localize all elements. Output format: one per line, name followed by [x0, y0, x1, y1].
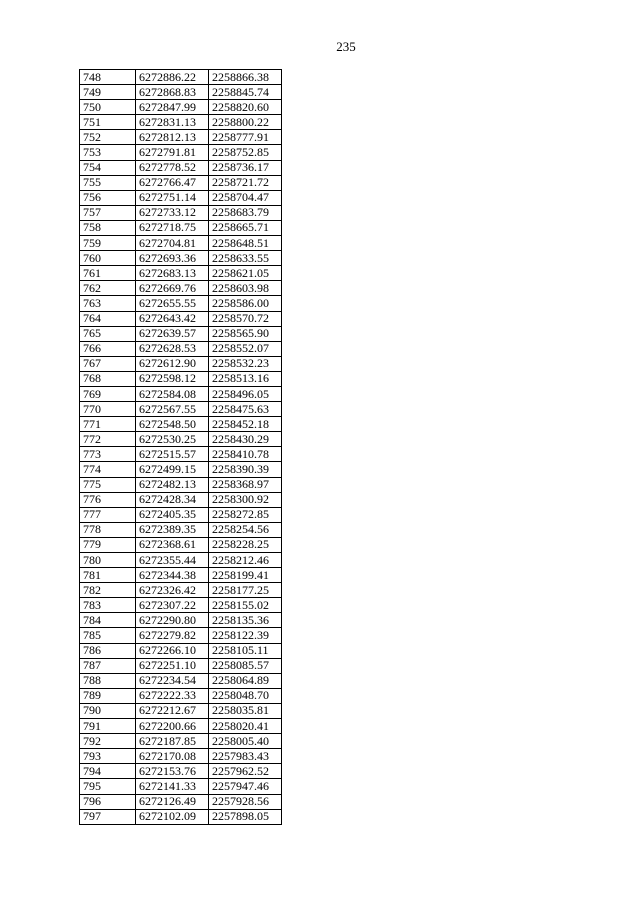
point-number-cell: 771 [80, 417, 136, 432]
table-row [80, 326, 282, 341]
point-number-cell: 781 [80, 568, 136, 583]
point-number-cell: 780 [80, 553, 136, 568]
x-coordinate-cell: 6272584.08 [136, 386, 209, 401]
y-coordinate-cell: 2258820.60 [209, 100, 282, 115]
x-coordinate-cell: 6272170.08 [136, 749, 209, 764]
point-number-cell: 761 [80, 266, 136, 281]
table-row [80, 809, 282, 824]
x-coordinate-cell: 6272405.35 [136, 507, 209, 522]
x-coordinate-cell: 6272612.90 [136, 356, 209, 371]
point-number-cell: 779 [80, 537, 136, 552]
page-number: 235 [336, 39, 356, 54]
table-row [80, 417, 282, 432]
y-coordinate-cell: 2258155.02 [209, 598, 282, 613]
x-coordinate-cell: 6272251.10 [136, 658, 209, 673]
y-coordinate-cell: 2258035.81 [209, 703, 282, 718]
x-coordinate-cell: 6272482.13 [136, 477, 209, 492]
table-row [80, 281, 282, 296]
point-number-cell: 793 [80, 749, 136, 764]
x-coordinate-cell: 6272428.34 [136, 492, 209, 507]
table-row [80, 764, 282, 779]
y-coordinate-cell: 2258048.70 [209, 688, 282, 703]
point-number-cell: 792 [80, 734, 136, 749]
table-row [80, 70, 282, 85]
point-number-cell: 776 [80, 492, 136, 507]
x-coordinate-cell: 6272812.13 [136, 130, 209, 145]
table-row [80, 341, 282, 356]
y-coordinate-cell: 2257928.56 [209, 794, 282, 809]
point-number-cell: 797 [80, 809, 136, 824]
x-coordinate-cell: 6272530.25 [136, 432, 209, 447]
x-coordinate-cell: 6272598.12 [136, 371, 209, 386]
y-coordinate-cell: 2258452.18 [209, 417, 282, 432]
x-coordinate-cell: 6272153.76 [136, 764, 209, 779]
point-number-cell: 756 [80, 190, 136, 205]
y-coordinate-cell: 2258777.91 [209, 130, 282, 145]
table-row [80, 553, 282, 568]
point-number-cell: 762 [80, 281, 136, 296]
table-row [80, 190, 282, 205]
x-coordinate-cell: 6272307.22 [136, 598, 209, 613]
table-row [80, 371, 282, 386]
x-coordinate-cell: 6272355.44 [136, 553, 209, 568]
x-coordinate-cell: 6272778.52 [136, 160, 209, 175]
x-coordinate-cell: 6272886.22 [136, 70, 209, 85]
point-number-cell: 783 [80, 598, 136, 613]
table-row [80, 477, 282, 492]
x-coordinate-cell: 6272290.80 [136, 613, 209, 628]
table-row [80, 402, 282, 417]
point-number-cell: 791 [80, 719, 136, 734]
y-coordinate-cell: 2258122.39 [209, 628, 282, 643]
table-row [80, 236, 282, 251]
table-row [80, 251, 282, 266]
x-coordinate-cell: 6272368.61 [136, 537, 209, 552]
x-coordinate-cell: 6272567.55 [136, 402, 209, 417]
y-coordinate-cell: 2258005.40 [209, 734, 282, 749]
table-row [80, 703, 282, 718]
x-coordinate-cell: 6272279.82 [136, 628, 209, 643]
x-coordinate-cell: 6272704.81 [136, 236, 209, 251]
y-coordinate-cell: 2258020.41 [209, 719, 282, 734]
y-coordinate-cell: 2258390.39 [209, 462, 282, 477]
y-coordinate-cell: 2258721.72 [209, 175, 282, 190]
y-coordinate-cell: 2258475.63 [209, 402, 282, 417]
x-coordinate-cell: 6272200.66 [136, 719, 209, 734]
point-number-cell: 786 [80, 643, 136, 658]
point-number-cell: 760 [80, 251, 136, 266]
y-coordinate-cell: 2258300.92 [209, 492, 282, 507]
point-number-cell: 789 [80, 688, 136, 703]
table-row [80, 205, 282, 220]
point-number-cell: 785 [80, 628, 136, 643]
y-coordinate-cell: 2258586.00 [209, 296, 282, 311]
point-number-cell: 748 [80, 70, 136, 85]
x-coordinate-cell: 6272868.83 [136, 85, 209, 100]
x-coordinate-cell: 6272212.67 [136, 703, 209, 718]
point-number-cell: 768 [80, 371, 136, 386]
y-coordinate-cell: 2258085.57 [209, 658, 282, 673]
x-coordinate-cell: 6272628.53 [136, 341, 209, 356]
point-number-cell: 787 [80, 658, 136, 673]
table-row [80, 100, 282, 115]
y-coordinate-cell: 2258212.46 [209, 553, 282, 568]
x-coordinate-cell: 6272733.12 [136, 205, 209, 220]
table-row [80, 658, 282, 673]
point-number-cell: 784 [80, 613, 136, 628]
table-row [80, 613, 282, 628]
table-row [80, 85, 282, 100]
point-number-cell: 788 [80, 673, 136, 688]
y-coordinate-cell: 2258513.16 [209, 371, 282, 386]
x-coordinate-cell: 6272515.57 [136, 447, 209, 462]
y-coordinate-cell: 2258633.55 [209, 251, 282, 266]
table-row [80, 130, 282, 145]
point-number-cell: 790 [80, 703, 136, 718]
x-coordinate-cell: 6272222.33 [136, 688, 209, 703]
y-coordinate-cell: 2258621.05 [209, 266, 282, 281]
y-coordinate-cell: 2258135.36 [209, 613, 282, 628]
coordinates-table [79, 69, 282, 825]
point-number-cell: 749 [80, 85, 136, 100]
x-coordinate-cell: 6272847.99 [136, 100, 209, 115]
x-coordinate-cell: 6272831.13 [136, 115, 209, 130]
y-coordinate-cell: 2258648.51 [209, 236, 282, 251]
x-coordinate-cell: 6272683.13 [136, 266, 209, 281]
table-row [80, 266, 282, 281]
point-number-cell: 755 [80, 175, 136, 190]
y-coordinate-cell: 2258704.47 [209, 190, 282, 205]
point-number-cell: 766 [80, 341, 136, 356]
table-row [80, 447, 282, 462]
y-coordinate-cell: 2258228.25 [209, 537, 282, 552]
point-number-cell: 769 [80, 386, 136, 401]
y-coordinate-cell: 2258565.90 [209, 326, 282, 341]
y-coordinate-cell: 2258199.41 [209, 568, 282, 583]
x-coordinate-cell: 6272266.10 [136, 643, 209, 658]
x-coordinate-cell: 6272499.15 [136, 462, 209, 477]
x-coordinate-cell: 6272718.75 [136, 220, 209, 235]
table-row [80, 779, 282, 794]
y-coordinate-cell: 2258272.85 [209, 507, 282, 522]
x-coordinate-cell: 6272791.81 [136, 145, 209, 160]
point-number-cell: 751 [80, 115, 136, 130]
y-coordinate-cell: 2258064.89 [209, 673, 282, 688]
y-coordinate-cell: 2258603.98 [209, 281, 282, 296]
table-row [80, 643, 282, 658]
table-row [80, 583, 282, 598]
y-coordinate-cell: 2258552.07 [209, 341, 282, 356]
point-number-cell: 772 [80, 432, 136, 447]
table-row [80, 719, 282, 734]
table-row [80, 734, 282, 749]
point-number-cell: 796 [80, 794, 136, 809]
table-row [80, 462, 282, 477]
table-row [80, 311, 282, 326]
x-coordinate-cell: 6272548.50 [136, 417, 209, 432]
point-number-cell: 754 [80, 160, 136, 175]
x-coordinate-cell: 6272669.76 [136, 281, 209, 296]
table-row [80, 522, 282, 537]
y-coordinate-cell: 2258430.29 [209, 432, 282, 447]
table-row [80, 115, 282, 130]
x-coordinate-cell: 6272187.85 [136, 734, 209, 749]
point-number-cell: 795 [80, 779, 136, 794]
x-coordinate-cell: 6272639.57 [136, 326, 209, 341]
point-number-cell: 753 [80, 145, 136, 160]
y-coordinate-cell: 2257983.43 [209, 749, 282, 764]
table-row [80, 749, 282, 764]
y-coordinate-cell: 2257947.46 [209, 779, 282, 794]
table-row [80, 145, 282, 160]
table-row [80, 356, 282, 371]
point-number-cell: 770 [80, 402, 136, 417]
y-coordinate-cell: 2258736.17 [209, 160, 282, 175]
point-number-cell: 757 [80, 205, 136, 220]
y-coordinate-cell: 2258866.38 [209, 70, 282, 85]
y-coordinate-cell: 2258532.23 [209, 356, 282, 371]
table-row [80, 386, 282, 401]
table-row [80, 432, 282, 447]
coordinates-table-body [80, 70, 282, 825]
x-coordinate-cell: 6272655.55 [136, 296, 209, 311]
table-row [80, 794, 282, 809]
point-number-cell: 773 [80, 447, 136, 462]
point-number-cell: 775 [80, 477, 136, 492]
table-row [80, 492, 282, 507]
y-coordinate-cell: 2258105.11 [209, 643, 282, 658]
point-number-cell: 777 [80, 507, 136, 522]
point-number-cell: 752 [80, 130, 136, 145]
x-coordinate-cell: 6272126.49 [136, 794, 209, 809]
y-coordinate-cell: 2258752.85 [209, 145, 282, 160]
x-coordinate-cell: 6272326.42 [136, 583, 209, 598]
point-number-cell: 759 [80, 236, 136, 251]
x-coordinate-cell: 6272344.38 [136, 568, 209, 583]
point-number-cell: 763 [80, 296, 136, 311]
point-number-cell: 782 [80, 583, 136, 598]
x-coordinate-cell: 6272643.42 [136, 311, 209, 326]
y-coordinate-cell: 2258683.79 [209, 205, 282, 220]
y-coordinate-cell: 2258410.78 [209, 447, 282, 462]
point-number-cell: 778 [80, 522, 136, 537]
table-row [80, 598, 282, 613]
point-number-cell: 750 [80, 100, 136, 115]
point-number-cell: 767 [80, 356, 136, 371]
y-coordinate-cell: 2258177.25 [209, 583, 282, 598]
table-row [80, 296, 282, 311]
point-number-cell: 758 [80, 220, 136, 235]
x-coordinate-cell: 6272766.47 [136, 175, 209, 190]
y-coordinate-cell: 2258496.05 [209, 386, 282, 401]
table-row [80, 688, 282, 703]
y-coordinate-cell: 2257898.05 [209, 809, 282, 824]
y-coordinate-cell: 2257962.52 [209, 764, 282, 779]
point-number-cell: 794 [80, 764, 136, 779]
point-number-cell: 774 [80, 462, 136, 477]
x-coordinate-cell: 6272102.09 [136, 809, 209, 824]
table-row [80, 160, 282, 175]
y-coordinate-cell: 2258845.74 [209, 85, 282, 100]
table-row [80, 537, 282, 552]
x-coordinate-cell: 6272234.54 [136, 673, 209, 688]
table-row [80, 175, 282, 190]
y-coordinate-cell: 2258254.56 [209, 522, 282, 537]
point-number-cell: 764 [80, 311, 136, 326]
point-number-cell: 765 [80, 326, 136, 341]
y-coordinate-cell: 2258800.22 [209, 115, 282, 130]
table-row [80, 507, 282, 522]
x-coordinate-cell: 6272693.36 [136, 251, 209, 266]
table-row [80, 628, 282, 643]
x-coordinate-cell: 6272751.14 [136, 190, 209, 205]
table-row [80, 673, 282, 688]
table-row [80, 568, 282, 583]
y-coordinate-cell: 2258368.97 [209, 477, 282, 492]
x-coordinate-cell: 6272141.33 [136, 779, 209, 794]
table-row [80, 220, 282, 235]
y-coordinate-cell: 2258665.71 [209, 220, 282, 235]
y-coordinate-cell: 2258570.72 [209, 311, 282, 326]
x-coordinate-cell: 6272389.35 [136, 522, 209, 537]
